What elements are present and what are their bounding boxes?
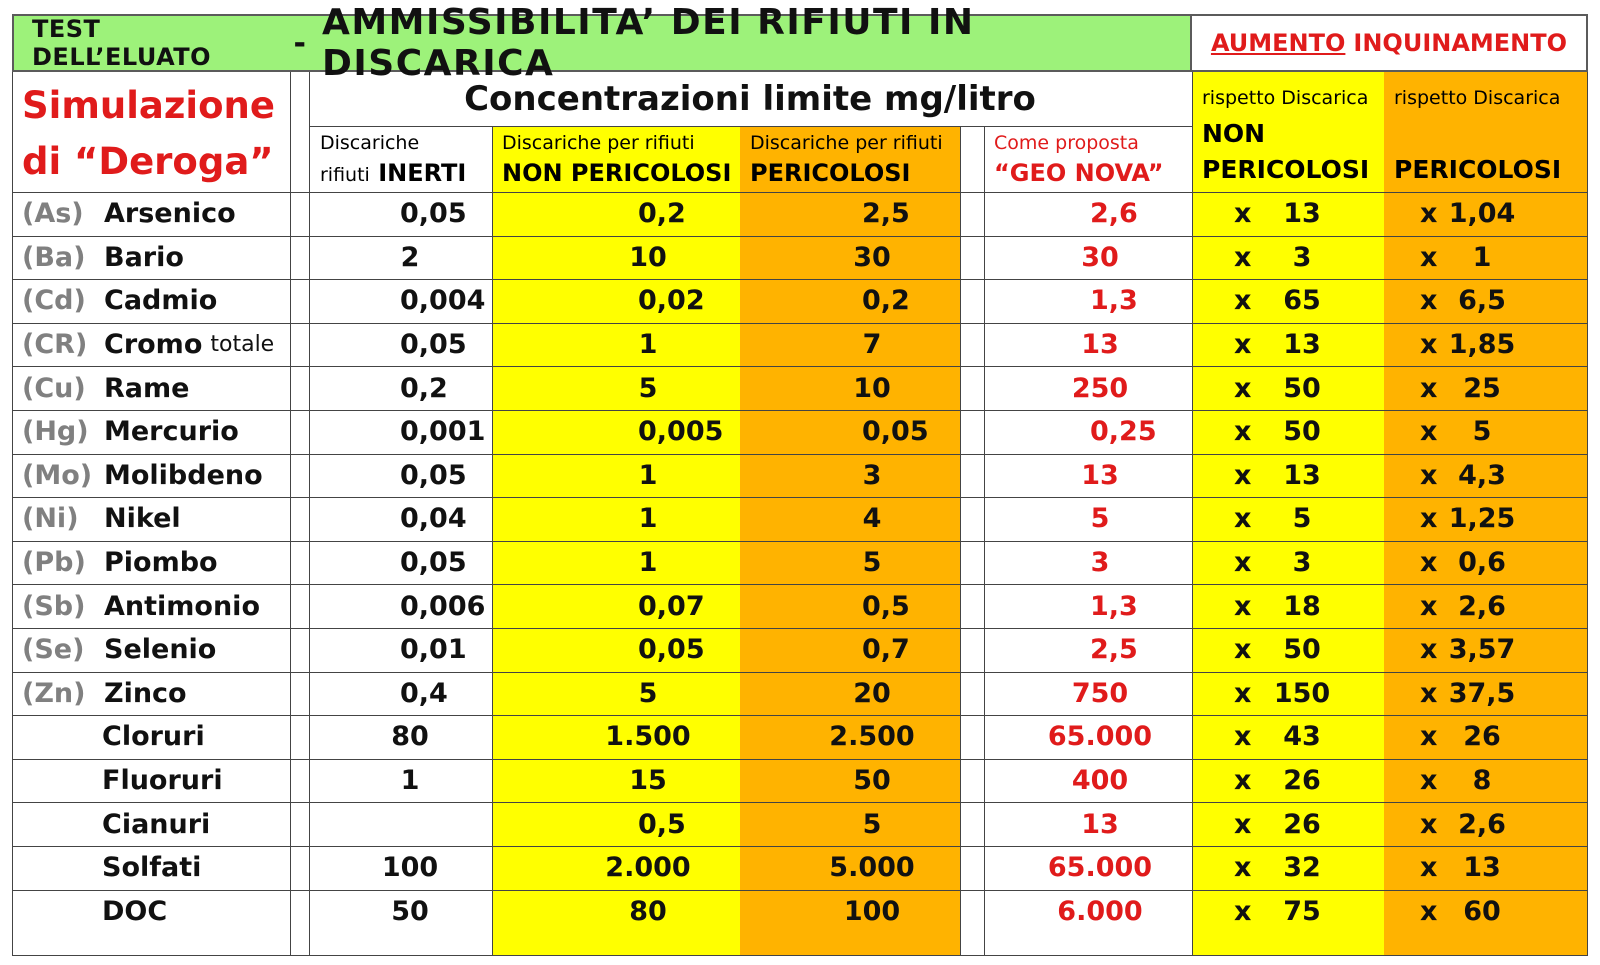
cell-name bbox=[102, 802, 210, 846]
header-inerti bbox=[310, 126, 492, 192]
multiplier-x: x bbox=[1420, 677, 1438, 709]
cell-name-text: Solfati bbox=[102, 852, 202, 884]
cell-pericolosi: 0,5 bbox=[862, 590, 910, 622]
table-row bbox=[12, 497, 1588, 541]
multiplier-x: x bbox=[1420, 198, 1438, 230]
cell-pericolosi: 5 bbox=[862, 547, 882, 579]
cell-symbol: (Ba) bbox=[22, 241, 86, 273]
table-row bbox=[12, 454, 1588, 498]
cell-pericolosi: 2.500 bbox=[829, 721, 915, 753]
header-geonova-line1: Come proposta bbox=[994, 132, 1139, 154]
multiplier-x: x bbox=[1420, 285, 1438, 317]
cell-pericolosi: 10 bbox=[853, 372, 891, 404]
header-rp-line1: rispetto Discarica bbox=[1394, 87, 1561, 109]
cell-geonova: 3 bbox=[1090, 547, 1110, 579]
cell-name-text: Piombo bbox=[104, 547, 218, 579]
aumento-label: AUMENTO bbox=[1210, 29, 1346, 57]
cell-geonova: 65.000 bbox=[1047, 852, 1153, 884]
multiplier-x: x bbox=[1420, 329, 1438, 361]
cell-name bbox=[102, 715, 205, 759]
table-row bbox=[12, 366, 1588, 410]
aumento-inquinamento-heading bbox=[1192, 14, 1588, 72]
cell-rispetto-pericolosi: 1 bbox=[1472, 241, 1492, 273]
cell-name bbox=[104, 236, 184, 280]
multiplier-x: x bbox=[1420, 634, 1438, 666]
header-inerti-rifiuti: rifiuti bbox=[320, 164, 370, 186]
cell-rispetto-pericolosi: 25 bbox=[1463, 372, 1501, 404]
multiplier-x: x bbox=[1420, 241, 1438, 273]
cell-name bbox=[104, 192, 236, 236]
cell-inerti: 0,4 bbox=[400, 677, 448, 709]
cell-nonpericolosi: 0,005 bbox=[638, 416, 724, 448]
cell-inerti: 80 bbox=[391, 721, 429, 753]
cell-rispetto-nonpericolosi: 3 bbox=[1292, 547, 1312, 579]
multiplier-x: x bbox=[1234, 765, 1252, 797]
cell-pericolosi: 0,7 bbox=[862, 634, 910, 666]
cell-rispetto-nonpericolosi: 65 bbox=[1283, 285, 1321, 317]
cell-name-text: Cadmio bbox=[104, 285, 218, 317]
cell-inerti: 0,05 bbox=[400, 198, 467, 230]
cell-geonova: 1,3 bbox=[1090, 285, 1138, 317]
cell-rispetto-pericolosi: 1,85 bbox=[1448, 329, 1516, 361]
concentrazioni-heading: Concentrazioni limite mg/litro bbox=[464, 79, 1036, 119]
cell-rispetto-nonpericolosi: 26 bbox=[1283, 765, 1321, 797]
cell-nonpericolosi: 15 bbox=[629, 765, 667, 797]
cell-name-text: Cloruri bbox=[102, 721, 205, 753]
cell-rispetto-pericolosi: 37,5 bbox=[1448, 677, 1516, 709]
cell-rispetto-nonpericolosi: 50 bbox=[1283, 634, 1321, 666]
cell-symbol: (Se) bbox=[22, 634, 85, 666]
multiplier-x: x bbox=[1420, 547, 1438, 579]
header-inerti-line1: Discariche bbox=[320, 132, 420, 154]
cell-inerti: 100 bbox=[381, 852, 439, 884]
cell-name bbox=[104, 410, 239, 454]
simulazione-line: Simulazione bbox=[22, 84, 275, 127]
cell-nonpericolosi: 80 bbox=[629, 895, 667, 927]
cell-name bbox=[104, 672, 187, 716]
cell-name bbox=[102, 759, 223, 803]
cell-rispetto-nonpericolosi: 26 bbox=[1283, 808, 1321, 840]
cell-symbol: (Mo) bbox=[22, 459, 93, 491]
multiplier-x: x bbox=[1420, 590, 1438, 622]
cell-symbol: (As) bbox=[22, 198, 84, 230]
cell-nonpericolosi: 1 bbox=[638, 547, 658, 579]
table-row bbox=[12, 584, 1588, 628]
cell-geonova: 13 bbox=[1081, 459, 1119, 491]
header-rnp-line2: NON bbox=[1202, 119, 1266, 148]
cell-symbol: (Pb) bbox=[22, 547, 86, 579]
grid-hline bbox=[12, 955, 1588, 956]
eluate-table bbox=[12, 2, 1588, 956]
cell-name-text: Cromo bbox=[104, 329, 203, 361]
table-row bbox=[12, 279, 1588, 323]
cell-geonova: 0,25 bbox=[1090, 416, 1157, 448]
cell-inerti: 0,05 bbox=[400, 329, 467, 361]
multiplier-x: x bbox=[1420, 721, 1438, 753]
cell-pericolosi: 50 bbox=[853, 765, 891, 797]
header-pericolosi bbox=[740, 126, 960, 192]
cell-nonpericolosi: 2.000 bbox=[605, 852, 691, 884]
cell-rispetto-nonpericolosi: 13 bbox=[1283, 198, 1321, 230]
cell-geonova: 13 bbox=[1081, 808, 1119, 840]
cell-pericolosi: 2,5 bbox=[862, 198, 910, 230]
cell-geonova: 13 bbox=[1081, 329, 1119, 361]
multiplier-x: x bbox=[1420, 895, 1438, 927]
cell-inerti: 50 bbox=[391, 895, 429, 927]
cell-inerti: 0,05 bbox=[400, 547, 467, 579]
cell-symbol: (Zn) bbox=[22, 677, 86, 709]
cell-pericolosi: 5 bbox=[862, 808, 882, 840]
cell-geonova: 65.000 bbox=[1047, 721, 1153, 753]
cell-nonpericolosi: 5 bbox=[638, 372, 658, 404]
cell-geonova: 1,3 bbox=[1090, 590, 1138, 622]
cell-pericolosi: 20 bbox=[853, 677, 891, 709]
cell-inerti: 1 bbox=[400, 765, 420, 797]
cell-rispetto-pericolosi: 2,6 bbox=[1458, 590, 1506, 622]
cell-symbol: (Cd) bbox=[22, 285, 86, 317]
multiplier-x: x bbox=[1234, 198, 1252, 230]
multiplier-x: x bbox=[1234, 721, 1252, 753]
cell-name-text: DOC bbox=[102, 895, 168, 927]
cell-rispetto-nonpericolosi: 75 bbox=[1283, 895, 1321, 927]
cell-geonova: 30 bbox=[1081, 241, 1119, 273]
multiplier-x: x bbox=[1234, 459, 1252, 491]
multiplier-x: x bbox=[1234, 852, 1252, 884]
cell-rispetto-nonpericolosi: 18 bbox=[1283, 590, 1321, 622]
cell-rispetto-pericolosi: 13 bbox=[1463, 852, 1501, 884]
cell-inerti: 0,01 bbox=[400, 634, 467, 666]
cell-pericolosi: 0,2 bbox=[862, 285, 910, 317]
cell-geonova: 400 bbox=[1071, 765, 1129, 797]
cell-rispetto-nonpericolosi: 50 bbox=[1283, 416, 1321, 448]
header-rispetto-pericolosi bbox=[1384, 72, 1588, 192]
cell-rispetto-nonpericolosi: 43 bbox=[1283, 721, 1321, 753]
cell-name-text: Molibdeno bbox=[104, 459, 263, 491]
multiplier-x: x bbox=[1420, 459, 1438, 491]
header-rnp-line3: PERICOLOSI bbox=[1202, 155, 1370, 184]
header-pericolosi-line1: Discariche per rifiuti bbox=[750, 132, 943, 154]
cell-rispetto-pericolosi: 5 bbox=[1472, 416, 1492, 448]
cell-symbol: (Ni) bbox=[22, 503, 79, 535]
cell-pericolosi: 100 bbox=[843, 895, 901, 927]
cell-symbol: (CR) bbox=[22, 329, 88, 361]
cell-name-text: Antimonio bbox=[104, 590, 260, 622]
header-geonova bbox=[984, 126, 1192, 192]
cell-rispetto-pericolosi: 6,5 bbox=[1458, 285, 1506, 317]
cell-name-text: Rame bbox=[104, 372, 190, 404]
table-row bbox=[12, 410, 1588, 454]
cell-name-suffix: totale bbox=[210, 332, 275, 358]
cell-geonova: 6.000 bbox=[1057, 895, 1143, 927]
cell-rispetto-pericolosi: 26 bbox=[1463, 721, 1501, 753]
cell-nonpericolosi: 0,05 bbox=[638, 634, 705, 666]
multiplier-x: x bbox=[1234, 416, 1252, 448]
cell-symbol: (Sb) bbox=[22, 590, 86, 622]
cell-rispetto-nonpericolosi: 13 bbox=[1283, 329, 1321, 361]
cell-name bbox=[104, 584, 260, 628]
cell-inerti: 0,05 bbox=[400, 459, 467, 491]
cell-pericolosi: 30 bbox=[853, 241, 891, 273]
title-test-eluato: TEST DELL’ELUATO bbox=[32, 15, 212, 71]
multiplier-x: x bbox=[1420, 372, 1438, 404]
table-row bbox=[12, 846, 1588, 890]
cell-inerti: 0,004 bbox=[400, 285, 486, 317]
cell-nonpericolosi: 0,02 bbox=[638, 285, 705, 317]
cell-name-text: Cianuri bbox=[102, 808, 211, 840]
table-row bbox=[12, 802, 1588, 846]
cell-rispetto-nonpericolosi: 13 bbox=[1283, 459, 1321, 491]
cell-rispetto-pericolosi: 60 bbox=[1463, 895, 1501, 927]
cell-rispetto-pericolosi: 3,57 bbox=[1448, 634, 1516, 666]
header-inerti-word: INERTI bbox=[378, 159, 467, 187]
cell-nonpericolosi: 5 bbox=[638, 677, 658, 709]
cell-symbol: (Hg) bbox=[22, 416, 89, 448]
cell-rispetto-nonpericolosi: 3 bbox=[1292, 241, 1312, 273]
multiplier-x: x bbox=[1234, 285, 1252, 317]
multiplier-x: x bbox=[1420, 808, 1438, 840]
multiplier-x: x bbox=[1234, 677, 1252, 709]
header-nonpericolosi-line1: Discariche per rifiuti bbox=[502, 132, 695, 154]
cell-name bbox=[104, 541, 218, 585]
multiplier-x: x bbox=[1420, 503, 1438, 535]
table-row bbox=[12, 759, 1588, 803]
cell-name bbox=[102, 890, 167, 934]
header-pericolosi-line2: PERICOLOSI bbox=[750, 159, 911, 187]
cell-inerti: 0,006 bbox=[400, 590, 486, 622]
cell-nonpericolosi: 1 bbox=[638, 329, 658, 361]
multiplier-x: x bbox=[1420, 416, 1438, 448]
cell-geonova: 5 bbox=[1090, 503, 1110, 535]
simulazione-deroga-label bbox=[12, 72, 290, 192]
cell-nonpericolosi: 1 bbox=[638, 503, 658, 535]
multiplier-x: x bbox=[1420, 765, 1438, 797]
inquinamento-label: INQUINAMENTO bbox=[1353, 29, 1568, 57]
table-row bbox=[12, 323, 1588, 367]
cell-rispetto-pericolosi: 4,3 bbox=[1458, 459, 1506, 491]
cell-nonpericolosi: 1.500 bbox=[605, 721, 691, 753]
cell-name bbox=[104, 454, 263, 498]
multiplier-x: x bbox=[1234, 895, 1252, 927]
cell-rispetto-pericolosi: 1,25 bbox=[1448, 503, 1516, 535]
title-dash: - bbox=[293, 25, 306, 61]
cell-inerti: 0,2 bbox=[400, 372, 448, 404]
multiplier-x: x bbox=[1234, 372, 1252, 404]
header-geonova-line2: “GEO NOVA” bbox=[994, 159, 1164, 187]
cell-name-text: Arsenico bbox=[104, 198, 236, 230]
cell-nonpericolosi: 0,07 bbox=[638, 590, 705, 622]
multiplier-x: x bbox=[1234, 590, 1252, 622]
multiplier-x: x bbox=[1420, 852, 1438, 884]
table-row bbox=[12, 541, 1588, 585]
page-title: AMMISSIBILITA’ DEI RIFIUTI IN DISCARICA bbox=[321, 2, 975, 84]
cell-rispetto-nonpericolosi: 32 bbox=[1283, 852, 1321, 884]
cell-rispetto-nonpericolosi: 50 bbox=[1283, 372, 1321, 404]
header-rp-line2: PERICOLOSI bbox=[1394, 155, 1562, 184]
grid-hline bbox=[309, 126, 1192, 127]
multiplier-x: x bbox=[1234, 241, 1252, 273]
cell-geonova: 250 bbox=[1071, 372, 1129, 404]
cell-rispetto-pericolosi: 0,6 bbox=[1458, 547, 1506, 579]
cell-symbol: (Cu) bbox=[22, 372, 86, 404]
cell-pericolosi: 7 bbox=[862, 329, 882, 361]
cell-name-text: Zinco bbox=[104, 677, 187, 709]
header-rnp-line1: rispetto Discarica bbox=[1202, 87, 1369, 109]
cell-pericolosi: 5.000 bbox=[829, 852, 915, 884]
cell-pericolosi: 3 bbox=[862, 459, 882, 491]
cell-inerti: 0,04 bbox=[400, 503, 467, 535]
multiplier-x: x bbox=[1234, 808, 1252, 840]
table-row bbox=[12, 192, 1588, 236]
title-bar bbox=[12, 2, 1192, 84]
cell-rispetto-pericolosi: 2,6 bbox=[1458, 808, 1506, 840]
cell-name bbox=[104, 323, 274, 367]
cell-inerti: 0,001 bbox=[400, 416, 486, 448]
cell-nonpericolosi: 1 bbox=[638, 459, 658, 491]
cell-name bbox=[104, 279, 217, 323]
header-rispetto-nonpericolosi bbox=[1192, 72, 1384, 192]
deroga-line: di “Deroga” bbox=[22, 140, 274, 183]
cell-name-text: Selenio bbox=[104, 634, 217, 666]
header-rp-spacer bbox=[1394, 116, 1588, 152]
cell-geonova: 750 bbox=[1071, 677, 1129, 709]
multiplier-x: x bbox=[1234, 329, 1252, 361]
table-row bbox=[12, 890, 1588, 934]
cell-nonpericolosi: 10 bbox=[629, 241, 667, 273]
table-row bbox=[12, 628, 1588, 672]
header-nonpericolosi-line2: NON PERICOLOSI bbox=[502, 159, 732, 187]
cell-name-text: Nikel bbox=[104, 503, 181, 535]
cell-name bbox=[104, 366, 189, 410]
header-nonpericolosi bbox=[492, 126, 740, 192]
table-row bbox=[12, 236, 1588, 280]
cell-name bbox=[102, 846, 201, 890]
cell-name-text: Fluoruri bbox=[102, 765, 223, 797]
cell-rispetto-pericolosi: 8 bbox=[1472, 765, 1492, 797]
cell-rispetto-nonpericolosi: 5 bbox=[1292, 503, 1312, 535]
multiplier-x: x bbox=[1234, 547, 1252, 579]
cell-inerti: 2 bbox=[400, 241, 420, 273]
multiplier-x: x bbox=[1234, 503, 1252, 535]
cell-name-text: Mercurio bbox=[104, 416, 239, 448]
cell-pericolosi: 4 bbox=[862, 503, 882, 535]
cell-pericolosi: 0,05 bbox=[862, 416, 929, 448]
table-row bbox=[12, 672, 1588, 716]
cell-name bbox=[104, 497, 181, 541]
cell-rispetto-pericolosi: 1,04 bbox=[1448, 198, 1516, 230]
cell-nonpericolosi: 0,2 bbox=[638, 198, 686, 230]
cell-nonpericolosi: 0,5 bbox=[638, 808, 686, 840]
cell-name bbox=[104, 628, 216, 672]
multiplier-x: x bbox=[1234, 634, 1252, 666]
table-row bbox=[12, 715, 1588, 759]
cell-geonova: 2,6 bbox=[1090, 198, 1138, 230]
cell-name-text: Bario bbox=[104, 241, 184, 273]
cell-geonova: 2,5 bbox=[1090, 634, 1138, 666]
cell-rispetto-nonpericolosi: 150 bbox=[1273, 677, 1331, 709]
